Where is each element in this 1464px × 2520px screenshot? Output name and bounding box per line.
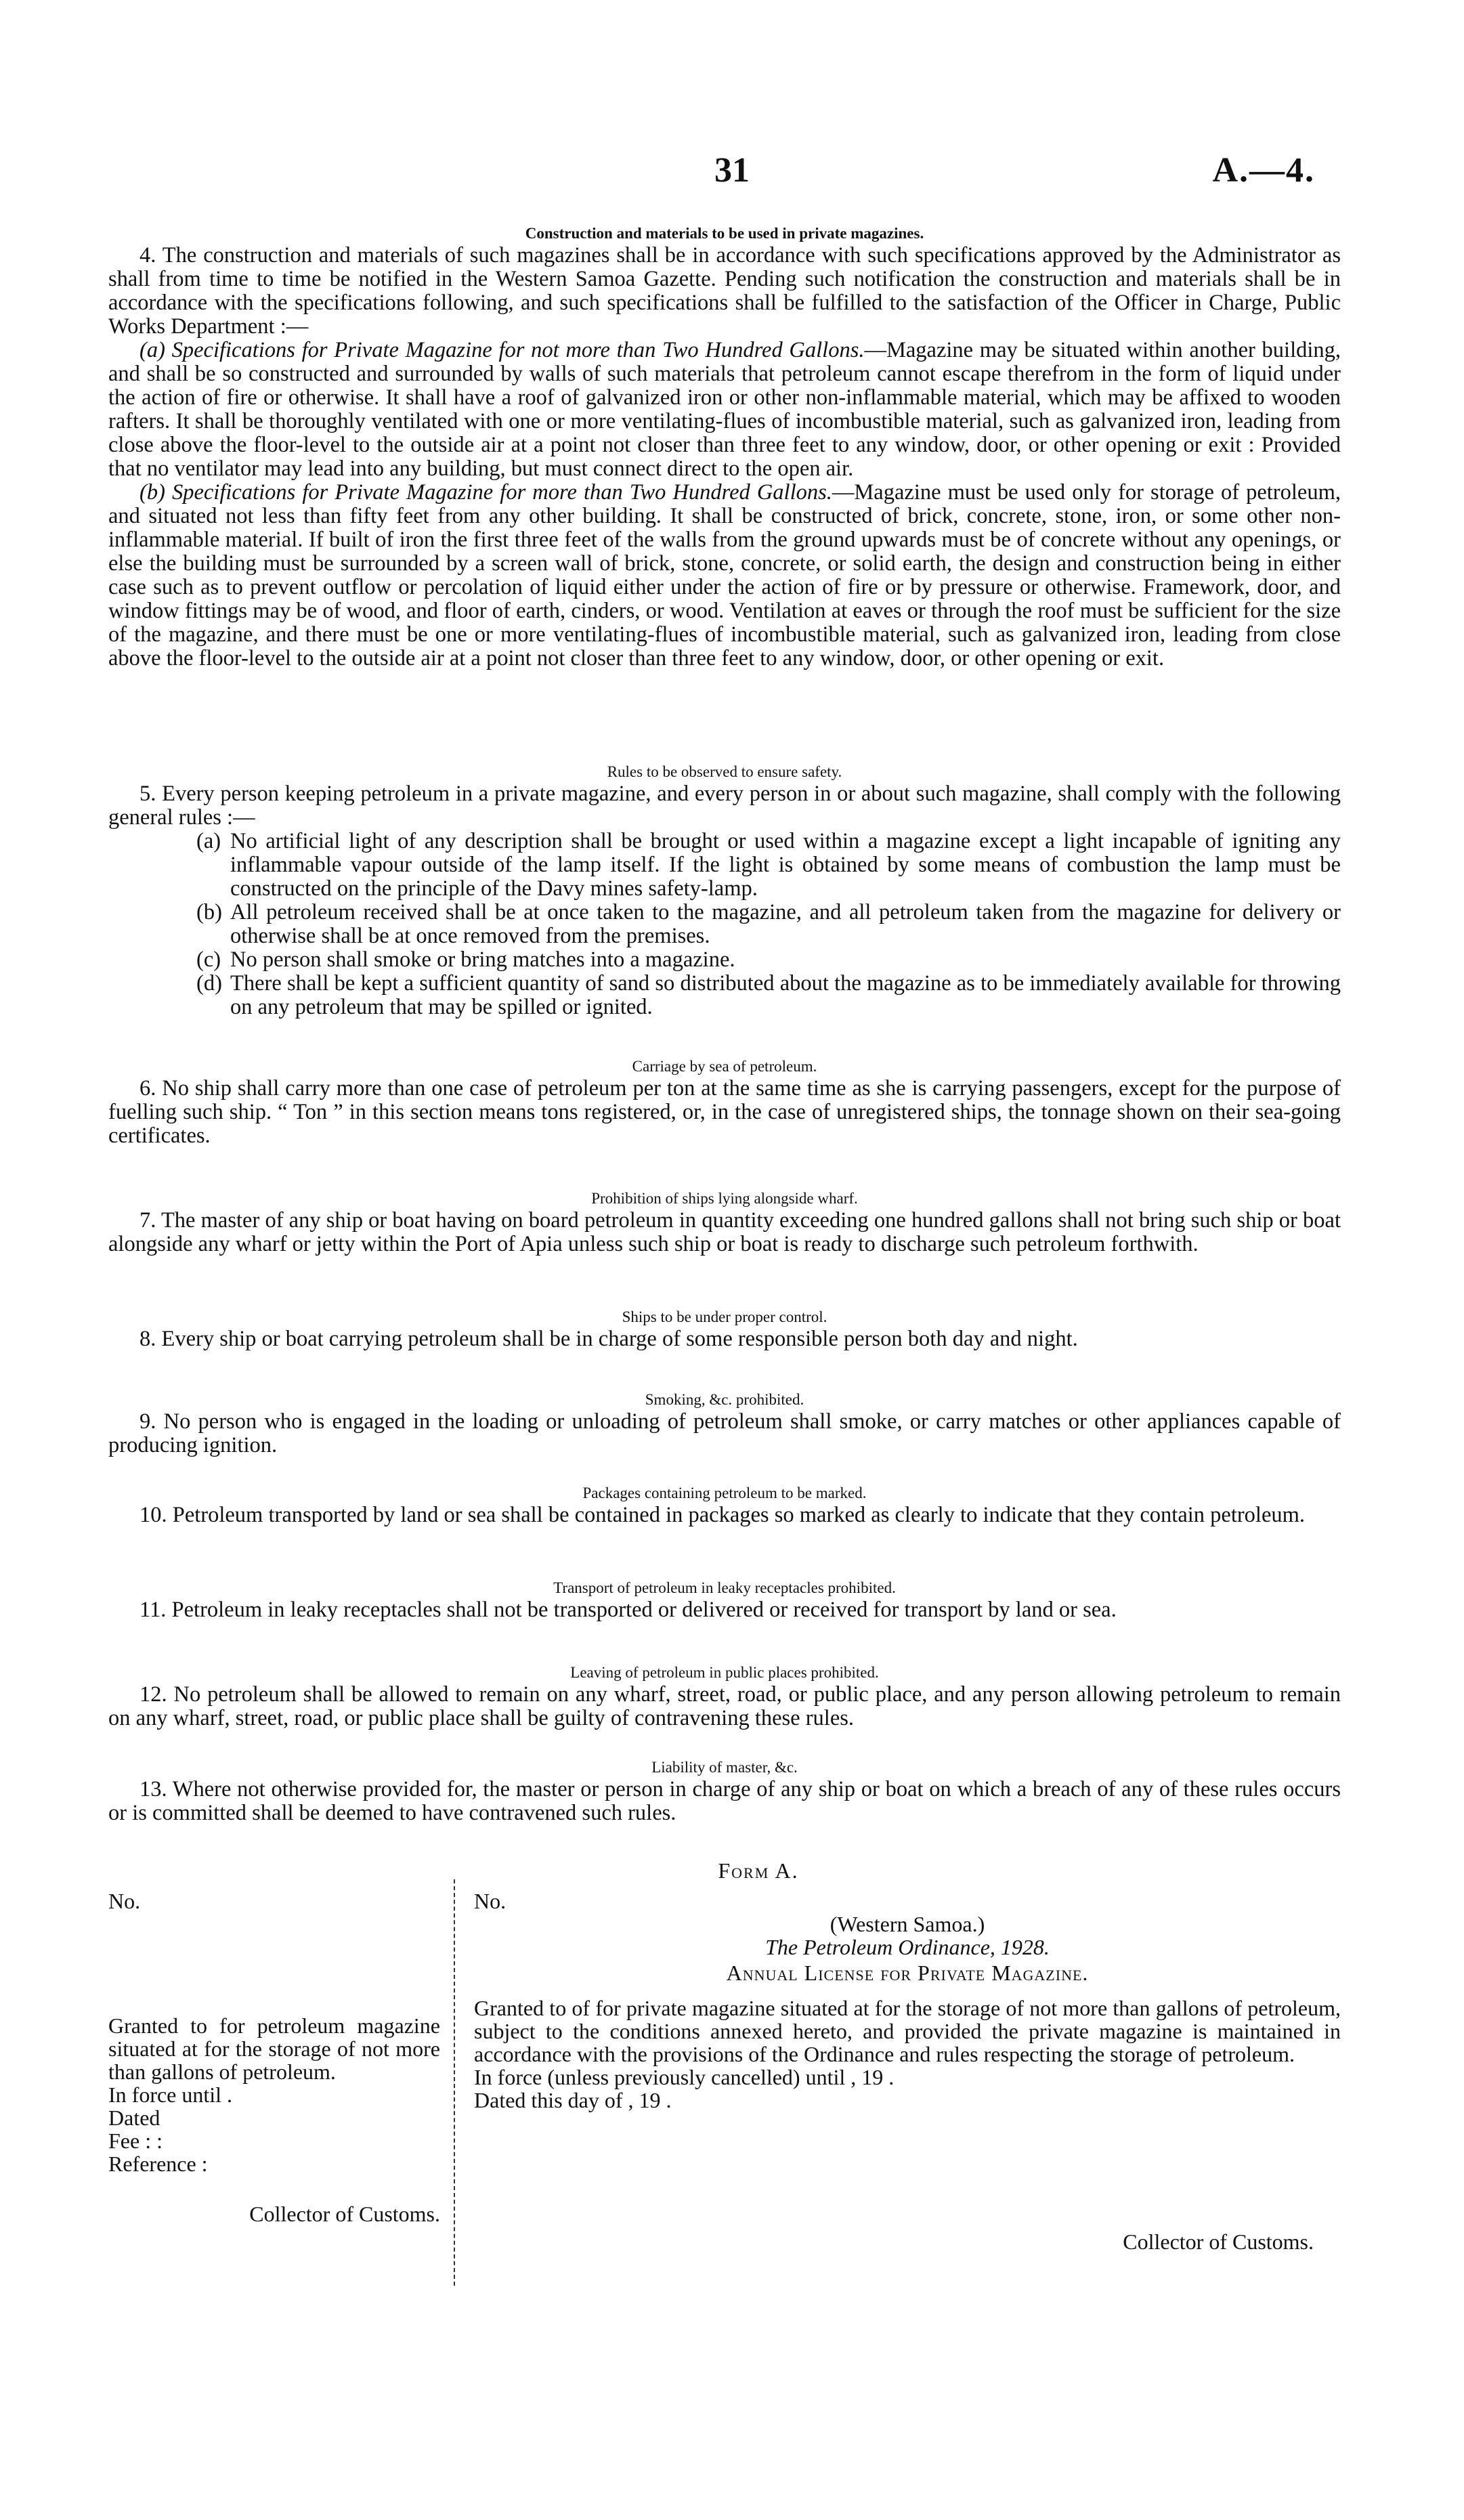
section-heading: Ships to be under proper control. [622, 1308, 827, 1325]
section-heading: Packages containing petroleum to be marked. [582, 1485, 867, 1501]
counterfoil-reference: Reference : [108, 2152, 208, 2176]
section-paragraph: 6. No ship shall carry more than one case of petroleum per ton at the same time as she is carrying passengers, except for the purpose of fuelling such ship. “ Ton ” in this section means tons registered, or, in the case of unregistered ships, the tonnage shown on their sea-going certificates. [108, 1076, 1341, 1148]
form-divider [454, 1879, 455, 2286]
counterfoil-fee: Fee : : [108, 2129, 163, 2153]
section-4 [108, 223, 1341, 670]
spec-a-text: —Magazine may be situated within another building, and shall be so constructed and surrounded by walls of such materials that petroleum cannot escape therefrom in the form of liquid under the action of fire or otherwise. It shall have a roof of galvanized iron or other non-inflammable material, which may be affixed to wooden rafters. It shall be thoroughly ventilated with one or more ventilating-flues of incombustible material, such as galvanized iron, leading from close above the floor-level to the outside air at a point not closer than three feet to any window, door, or other opening or exit : Provided that no ventilator may lead into any building, but must connect direct to the open air. [108, 338, 1341, 481]
rule-label: (a) [196, 829, 221, 853]
rule-item [108, 830, 1341, 901]
section-8 [108, 1307, 1341, 1351]
spec-a [108, 339, 1341, 481]
license-place: (Western Samoa.) [830, 1912, 985, 1936]
rule-label: (b) [196, 900, 222, 924]
form-license [474, 1859, 1341, 2253]
spec-b-title: (b) Specifications for Private Magazine for more than Two Hundred Gallons. [139, 480, 832, 505]
section-paragraph: 7. The master of any ship or boat having on board petroleum in quantity exceeding one hundred gallons shall not bring such ship or boat alongside any wharf or jetty within the Port of Apia unless such ship or boat is ready to discharge such petroleum forthwith. [108, 1208, 1341, 1256]
rule-text: All petroleum received shall be at once taken to the magazine, and all petroleum taken from the magazine for delivery or otherwise shall be at once removed from the premises. [230, 900, 1341, 948]
rule-label: (c) [196, 947, 221, 972]
section-paragraph: 4. The construction and materials of such magazines shall be in accordance with such specifications approved by the Administrator as shall from time to time be notified in the Western Samoa Gazette. Pending such notification the construction and materials shall be in accordance with the specifications following, and such specifications shall be fulfilled to the satisfaction of the Officer in Charge, Public Works Department :— [108, 243, 1341, 339]
rule-text: No person shall smoke or bring matches into a magazine. [230, 947, 735, 972]
section-heading: Construction and materials to be used in private magazines. [525, 225, 924, 242]
license-dated: Dated this day of , 19 . [474, 2088, 672, 2112]
section-paragraph: 12. No petroleum shall be allowed to remain on any wharf, street, road, or public place, and any person allowing petroleum to remain on any wharf, street, road, or public place shall be guilty of contravening these rules. [108, 1682, 1341, 1730]
section-heading: Carriage by sea of petroleum. [632, 1058, 817, 1075]
page-number: 31 [714, 151, 750, 190]
license-title: Annual License for Private Magazine. [726, 1961, 1089, 1985]
section-7 [108, 1189, 1341, 1256]
section-paragraph: 8. Every ship or boat carrying petroleum shall be in charge of some responsible person both day and night. [139, 1327, 1078, 1351]
section-11 [108, 1578, 1341, 1622]
counterfoil-granted: Granted to for petroleum magazine situated at for the storage of not more than gallons of petroleum. [108, 2013, 440, 2084]
form-a [108, 1859, 1341, 2292]
rule-text: No artificial light of any description shall be brought or used within a magazine except a light incapable of igniting any inflammable vapour outside of the lamp itself. If the light is obtained by some means of combustion the lamp must be constructed on the principle of the Davy mines safety-lamp. [230, 829, 1341, 901]
counterfoil-in-force: In force until . [108, 2083, 233, 2107]
section-paragraph: 5. Every person keeping petroleum in a private magazine, and every person in or about such magazine, shall comply with the following general rules :— [108, 782, 1341, 830]
section-paragraph: 10. Petroleum transported by land or sea shall be contained in packages so marked as clearly to indicate that they contain petroleum. [139, 1503, 1306, 1527]
license-granted: Granted to of for private magazine situated at for the storage of not more than gallons of petroleum, subject to the conditions annexed hereto, and provided the private magazine is maintained in accordance with the provisions of the Ordinance and rules respecting the storage of petroleum. [474, 1996, 1341, 2066]
counterfoil-collector: Collector of Customs. [249, 2202, 440, 2226]
section-heading: Prohibition of ships lying alongside wharf. [591, 1190, 858, 1207]
section-12 [108, 1663, 1341, 1730]
section-5 [108, 762, 1341, 1019]
rule-item [108, 901, 1341, 948]
license-ordinance: The Petroleum Ordinance, 1928. [765, 1935, 1050, 1959]
section-heading: Transport of petroleum in leaky receptacles prohibited. [553, 1579, 896, 1596]
section-paragraph: 9. No person who is engaged in the loading or unloading of petroleum shall smoke, or carry matches or other appliances capable of producing ignition. [108, 1409, 1341, 1457]
rule-item [108, 948, 1341, 972]
spec-a-title: (a) Specifications for Private Magazine for not more than Two Hundred Gallons. [139, 338, 865, 362]
section-paragraph: 13. Where not otherwise provided for, the master or person in charge of any ship or boat on which a breach of any of these rules occurs or is committed shall be deemed to have contravened such rules. [108, 1777, 1341, 1825]
section-9 [108, 1390, 1341, 1457]
counterfoil-no: No. [108, 1889, 141, 1913]
spec-b-text: —Magazine must be used only for storage of petroleum, and situated not less than fifty feet from any other building. It shall be constructed of brick, concrete, stone, iron, or some other non-inflammable material. If built of iron the first three feet of the walls from the ground upwards must be of concrete without any openings, or else the building must be surrounded by a screen wall of brick, stone, concrete, or solid earth, the design and construction being in either case such as to prevent outflow or percolation of liquid either under the action of fire or by pressure or otherwise. Framework, door, and window fittings may be of wood, and floor of earth, cinders, or wood. Ventilation at eaves or through the roof must be sufficient for the size of the magazine, and there must be one or more ventilating-flues of incombustible material, such as galvanized iron, leading from close above the floor-level to the outside air at a point not closer than three feet to any window, door, or other opening or exit. [108, 480, 1341, 670]
section-heading: Leaving of petroleum in public places prohibited. [570, 1664, 879, 1681]
rule-text: There shall be kept a sufficient quantity of sand so distributed about the magazine as to be immediately available for throwing on any petroleum that may be spilled or ignited. [230, 971, 1341, 1019]
section-paragraph: 11. Petroleum in leaky receptacles shall not be transported or delivered or received for transport by land or sea. [139, 1598, 1117, 1622]
spec-b [108, 481, 1341, 670]
form-title: Form A. [718, 1858, 799, 1883]
section-heading: Rules to be observed to ensure safety. [607, 763, 842, 780]
section-10 [108, 1483, 1341, 1527]
license-in-force: In force (unless previously cancelled) until , 19 . [474, 2065, 895, 2089]
section-13 [108, 1757, 1341, 1825]
counterfoil-dated: Dated [108, 2106, 160, 2130]
rule-label: (d) [196, 971, 222, 996]
form-counterfoil [108, 1859, 440, 2225]
section-heading: Liability of master, &c. [651, 1759, 798, 1776]
license-collector: Collector of Customs. [1123, 2229, 1314, 2254]
license-no: No. [474, 1889, 507, 1913]
section-heading: Smoking, &c. prohibited. [645, 1391, 804, 1408]
section-6 [108, 1056, 1341, 1148]
rule-item [108, 972, 1341, 1019]
document-reference: A.—4. [1212, 151, 1315, 190]
